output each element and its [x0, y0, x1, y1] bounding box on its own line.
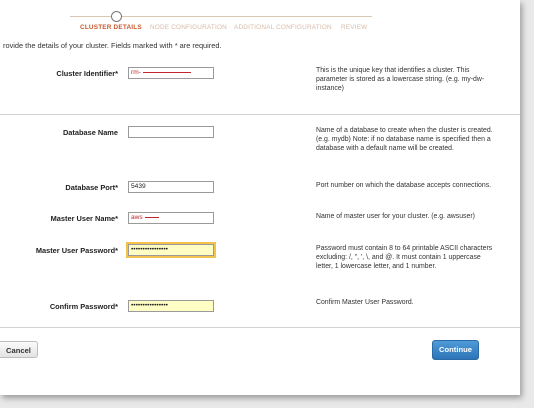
master-user-name-help: Name of master user for your cluster. (e.g. awsuser)	[316, 213, 475, 220]
master-user-name-input[interactable]	[128, 212, 214, 224]
master-user-password-help: Password must contain 8 to 64 printable ASCII characters excluding: /, ", ', \, and @. It must contain 1 uppercase letter, 1 lowercase letter, and 1 number.	[316, 245, 493, 271]
spellcheck-underline	[143, 72, 191, 73]
master-user-name-label: Master User Name*	[50, 214, 118, 223]
database-port-input[interactable]: 5439	[128, 181, 214, 193]
form-instructions: rovide the details of your cluster. Fields marked with * are required.	[3, 41, 222, 50]
continue-button[interactable]: Continue	[432, 340, 479, 360]
database-port-help: Port number on which the database accepts connections.	[316, 182, 492, 189]
step-cluster-details[interactable]: CLUSTER DETAILS	[80, 24, 142, 31]
confirm-password-label: Confirm Password*	[49, 302, 118, 311]
cluster-identifier-label: Cluster Identifier*	[56, 69, 118, 78]
confirm-password-input[interactable]: ••••••••••••••••	[128, 300, 214, 312]
master-user-password-input[interactable]: ••••••••••••••••	[128, 244, 214, 256]
database-port-label: Database Port*	[65, 183, 118, 192]
confirm-password-help: Confirm Master User Password.	[316, 299, 414, 306]
section-divider	[0, 114, 520, 115]
footer-divider	[0, 327, 520, 328]
cluster-identifier-input[interactable]	[128, 67, 214, 79]
master-user-name-value: aws	[131, 214, 143, 221]
cancel-button[interactable]: Cancel	[0, 341, 38, 358]
step-node-configuration[interactable]: NODE CONFIGURATION	[150, 24, 227, 31]
spellcheck-underline	[145, 217, 159, 218]
database-name-label: Database Name	[62, 128, 118, 137]
master-user-password-label: Master User Password*	[35, 246, 118, 255]
step-review[interactable]: REVIEW	[341, 24, 368, 31]
current-step-indicator-icon	[111, 11, 122, 22]
database-name-help: Name of a database to create when the cluster is created. (e.g. mydb) Note: if no database name is specified then a database with a default name will be created.	[316, 127, 493, 153]
cluster-identifier-help: This is the unique key that identifies a cluster. This parameter is stored as a lowercase string. (e.g. my-dw-instance)	[316, 67, 485, 93]
cluster-identifier-value: rm-	[131, 69, 141, 76]
wizard-steps	[0, 0, 520, 34]
step-additional-configuration[interactable]: ADDITIONAL CONFIGURATION	[234, 24, 332, 31]
database-name-input[interactable]	[128, 126, 214, 138]
